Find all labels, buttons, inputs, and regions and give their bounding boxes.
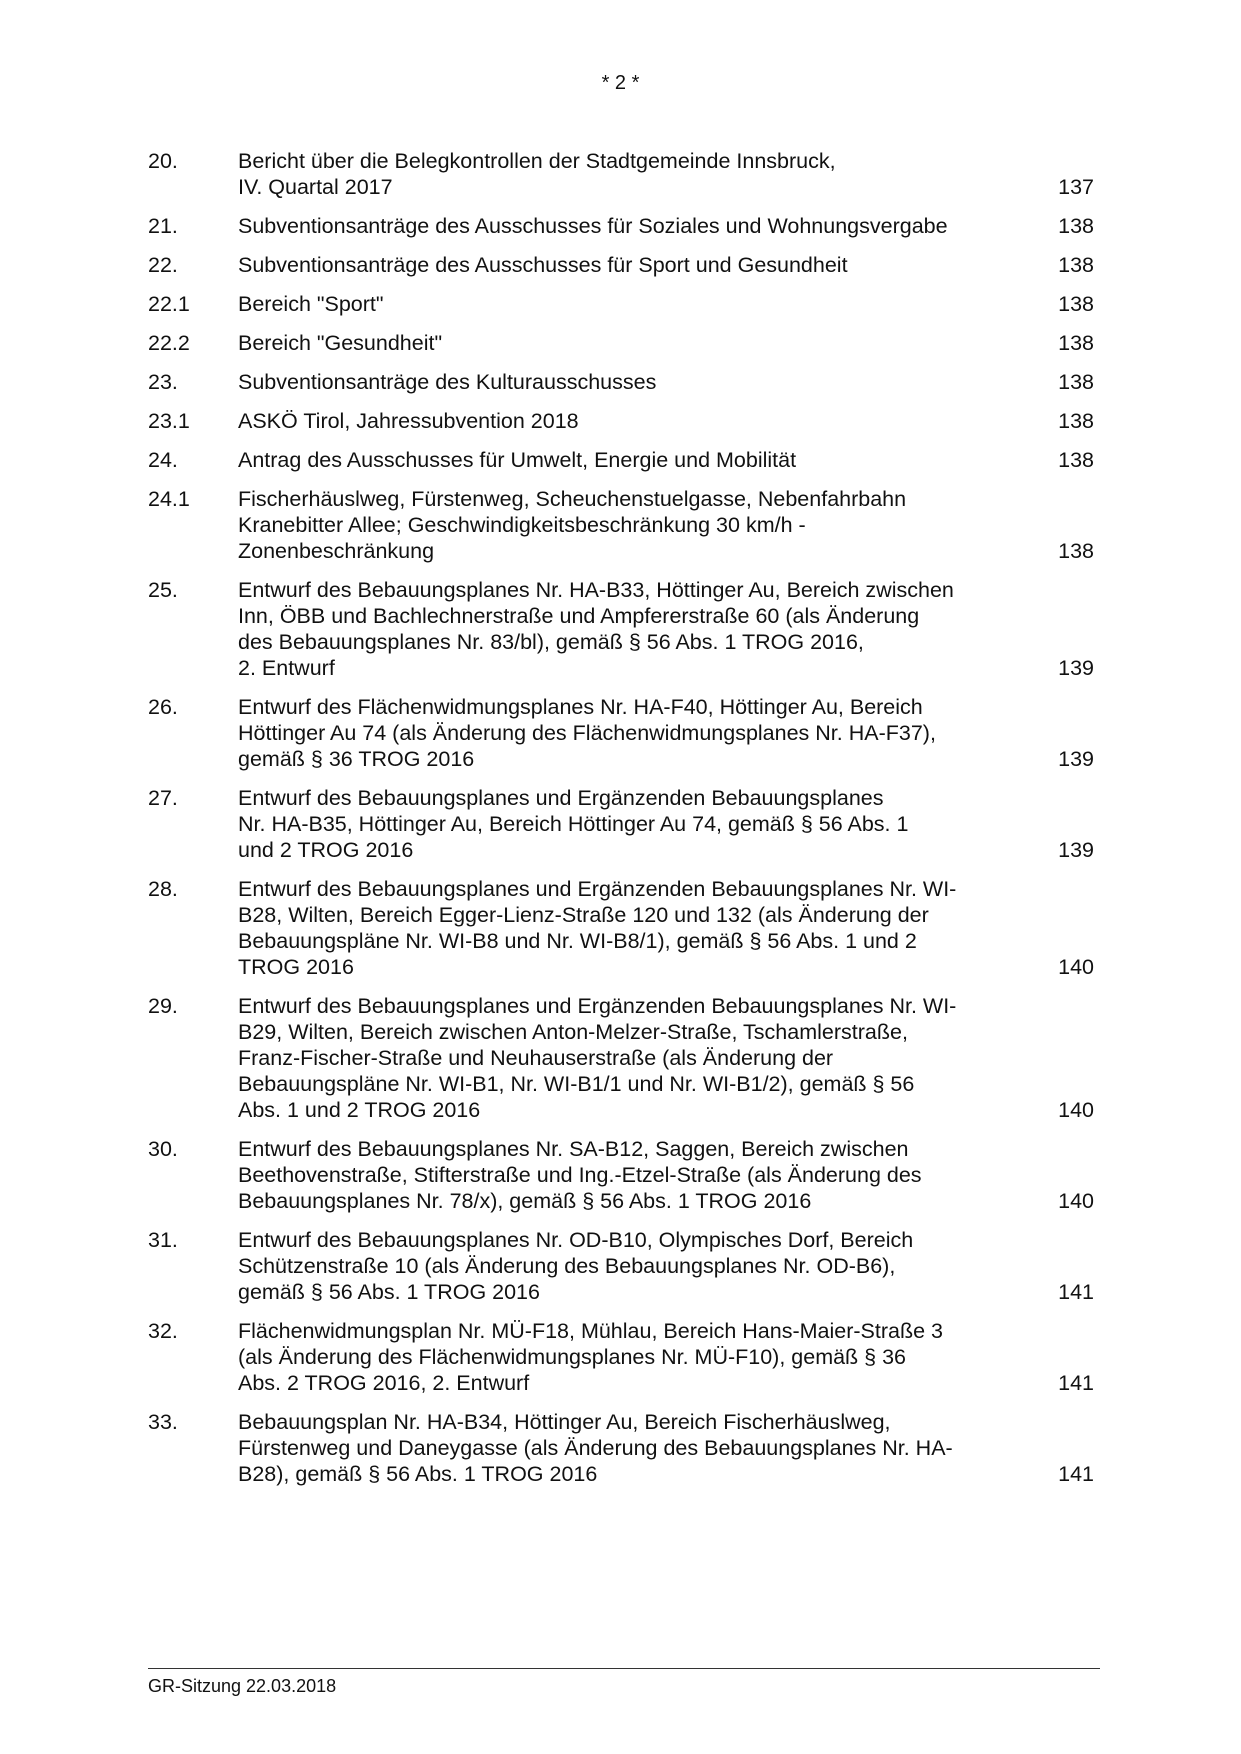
toc-entry-title-line: Subventionsanträge des Kulturausschusses [238,370,657,394]
toc-entry-title-line: Bebauungsplanes Nr. 78/x), gemäß § 56 Abs. 1 TROG 2016 [238,1189,812,1213]
toc-entry [148,148,1100,200]
toc-entry-number: 25. [148,578,178,602]
toc-entry-title-line: Kranebitter Allee; Geschwindigkeitsbeschränkung 30 km/h - [238,513,806,537]
toc-entry-page: 140 [1058,1098,1094,1122]
toc-entry-title-line: Entwurf des Bebauungsplanes Nr. SA-B12, Saggen, Bereich zwischen [238,1137,909,1161]
toc-entry-title [238,330,1028,356]
toc-entry-page: 141 [1058,1462,1094,1486]
toc-entry-title-line: (als Änderung des Flächenwidmungsplanes Nr. MÜ-F10), gemäß § 36 [238,1345,907,1369]
toc-entry-number: 20. [148,149,178,173]
toc-entry-number: 23. [148,370,178,394]
toc-entry-title [238,213,1028,239]
toc-entry-title [238,252,1028,278]
toc-entry-title-line: 2. Entwurf [238,656,335,680]
toc-entry-number: 22.2 [148,331,190,355]
toc-entry-number: 26. [148,695,178,719]
toc-entry [148,1318,1100,1396]
toc-entry-title-line: Bebauungspläne Nr. WI-B1, Nr. WI-B1/1 und Nr. WI-B1/2), gemäß § 56 [238,1072,915,1096]
toc-entry [148,1227,1100,1305]
toc-entry-page: 137 [1058,175,1094,199]
toc-entry [148,291,1100,317]
toc-entry-title-line: ASKÖ Tirol, Jahressubvention 2018 [238,409,579,433]
toc-entry-title-line: Abs. 2 TROG 2016, 2. Entwurf [238,1371,530,1395]
toc-entry-title-line: Subventionsanträge des Ausschusses für Sport und Gesundheit [238,253,848,277]
toc-entry-title [238,408,1028,434]
toc-entry-number: 22. [148,253,178,277]
toc-entry-title [238,993,1028,1123]
toc-entry-page: 138 [1058,292,1094,316]
toc-entry-title-line: Inn, ÖBB und Bachlechnerstraße und Ampfererstraße 60 (als Änderung [238,604,920,628]
toc-entry [148,993,1100,1123]
toc-entry-title-line: Bereich "Sport" [238,292,384,316]
toc-entry-title-line: des Bebauungsplanes Nr. 83/bl), gemäß § 56 Abs. 1 TROG 2016, [238,630,864,654]
toc-entry-number: 22.1 [148,292,190,316]
toc-entry-title-line: Entwurf des Bebauungsplanes und Ergänzenden Bebauungsplanes Nr. WI- [238,994,957,1018]
toc-entry-page: 138 [1058,539,1094,563]
toc-entry-number: 32. [148,1319,178,1343]
toc-entry-title-line: Höttinger Au 74 (als Änderung des Flächenwidmungsplanes Nr. HA-F37), [238,721,936,745]
toc-entry-page: 139 [1058,656,1094,680]
toc-entry-page: 139 [1058,838,1094,862]
toc-entry-number: 28. [148,877,178,901]
toc-entry [148,694,1100,772]
toc-entry-title [238,785,1028,863]
toc-entry-title-line: Abs. 1 und 2 TROG 2016 [238,1098,481,1122]
toc-entry-title-line: Antrag des Ausschusses für Umwelt, Energie und Mobilität [238,448,797,472]
toc-entry-title [238,876,1028,980]
toc-entry-page: 138 [1058,214,1094,238]
toc-entry [148,486,1100,564]
toc-entry-title-line: TROG 2016 [238,955,354,979]
toc-entry-title-line: gemäß § 36 TROG 2016 [238,747,475,771]
toc-entry-title-line: Bericht über die Belegkontrollen der Stadtgemeinde Innsbruck, [238,149,836,173]
page-number: * 2 * [601,72,640,94]
toc-entry [148,577,1100,681]
toc-entry-title [238,1409,1028,1487]
toc-entry-number: 31. [148,1228,178,1252]
toc-entry-page: 138 [1058,370,1094,394]
toc-entry-page: 139 [1058,747,1094,771]
toc-entry-number: 30. [148,1137,178,1161]
toc-entry-title [238,1227,1028,1305]
toc-entry [148,1409,1100,1487]
toc-entry-title-line: Entwurf des Flächenwidmungsplanes Nr. HA-F40, Höttinger Au, Bereich [238,695,923,719]
toc-entry-page: 140 [1058,1189,1094,1213]
toc-entry-title-line: Entwurf des Bebauungsplanes Nr. HA-B33, Höttinger Au, Bereich zwischen [238,578,954,602]
toc-entry-page: 138 [1058,253,1094,277]
toc-entry-number: 29. [148,994,178,1018]
toc-entry-title-line: Fischerhäuslweg, Fürstenweg, Scheuchenstuelgasse, Nebenfahrbahn [238,487,907,511]
toc-entry [148,369,1100,395]
toc-entry-title-line: Entwurf des Bebauungsplanes und Ergänzenden Bebauungsplanes [238,786,884,810]
toc-entry-title [238,694,1028,772]
toc-entry-title-line: Zonenbeschränkung [238,539,435,563]
toc-entry-title-line: Entwurf des Bebauungsplanes und Ergänzenden Bebauungsplanes Nr. WI- [238,877,957,901]
toc-entry-title-line: B28, Wilten, Bereich Egger-Lienz-Straße 120 und 132 (als Änderung der [238,903,929,927]
toc-entry [148,252,1100,278]
toc-entry [148,447,1100,473]
toc-entry-title-line: Subventionsanträge des Ausschusses für Soziales und Wohnungsvergabe [238,214,948,238]
toc-entry [148,213,1100,239]
toc-entry-page: 141 [1058,1371,1094,1395]
toc-entry-title-line: Nr. HA-B35, Höttinger Au, Bereich Höttinger Au 74, gemäß § 56 Abs. 1 [238,812,909,836]
toc-entry-page: 141 [1058,1280,1094,1304]
toc-entry-title [238,369,1028,395]
toc-entry-number: 21. [148,214,178,238]
toc-entry-title-line: B29, Wilten, Bereich zwischen Anton-Melzer-Straße, Tschamlerstraße, [238,1020,908,1044]
toc-entry-title-line: Flächenwidmungsplan Nr. MÜ-F18, Mühlau, Bereich Hans-Maier-Straße 3 [238,1319,943,1343]
toc-entry-title [238,1136,1028,1214]
toc-entry-title-line: Bebauungspläne Nr. WI-B8 und Nr. WI-B8/1), gemäß § 56 Abs. 1 und 2 [238,929,917,953]
toc-entry-title [238,291,1028,317]
toc-entry-page: 138 [1058,409,1094,433]
toc-entry [148,785,1100,863]
footer-divider [148,1668,1100,1669]
toc-entry-page: 140 [1058,955,1094,979]
toc-entry-title-line: Bereich "Gesundheit" [238,331,443,355]
toc-entry [148,330,1100,356]
toc-entry-page: 138 [1058,331,1094,355]
toc-entry-title-line: gemäß § 56 Abs. 1 TROG 2016 [238,1280,540,1304]
toc-entry-number: 27. [148,786,178,810]
toc-entry-title-line: B28), gemäß § 56 Abs. 1 TROG 2016 [238,1462,598,1486]
toc-entry-title-line: Beethovenstraße, Stifterstraße und Ing.-Etzel-Straße (als Änderung des [238,1163,922,1187]
toc-entry-number: 33. [148,1410,178,1434]
toc-entry-title [238,148,1028,200]
toc-entry-title [238,1318,1028,1396]
toc-entry [148,876,1100,980]
toc-entry [148,1136,1100,1214]
toc-entry-title-line: Fürstenweg und Daneygasse (als Änderung des Bebauungsplanes Nr. HA- [238,1436,953,1460]
toc-entry-number: 24.1 [148,487,190,511]
toc-entry-title-line: Schützenstraße 10 (als Änderung des Bebauungsplanes Nr. OD-B6), [238,1254,896,1278]
toc-entry-page: 138 [1058,448,1094,472]
toc-entry-title-line: IV. Quartal 2017 [238,175,393,199]
footer-session-date: GR-Sitzung 22.03.2018 [148,1676,337,1696]
toc-entry-title [238,577,1028,681]
toc-entry-title [238,486,1028,564]
toc-entry-title-line: Entwurf des Bebauungsplanes Nr. OD-B10, Olympisches Dorf, Bereich [238,1228,914,1252]
table-of-contents [148,148,1100,1500]
toc-entry-title [238,447,1028,473]
toc-entry-number: 24. [148,448,178,472]
toc-entry-number: 23.1 [148,409,190,433]
toc-entry-title-line: und 2 TROG 2016 [238,838,414,862]
toc-entry-title-line: Bebauungsplan Nr. HA-B34, Höttinger Au, Bereich Fischerhäuslweg, [238,1410,891,1434]
toc-entry-title-line: Franz-Fischer-Straße und Neuhauserstraße (als Änderung der [238,1046,834,1070]
toc-entry [148,408,1100,434]
